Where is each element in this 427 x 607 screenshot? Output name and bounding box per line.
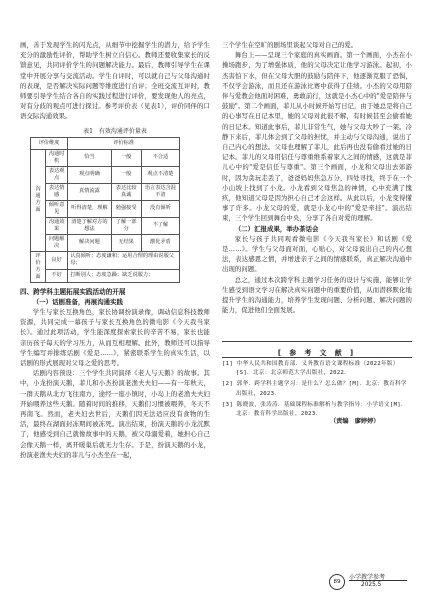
table-cell: 不好: [46, 269, 68, 282]
reference-item: [1] 中华人民共和国教育部．义务教育语文课程标准（2022年版）[S]．北京：北京师范大学出版社，2022．: [222, 361, 399, 377]
section-heading: 四、跨学科主题拓展实践活动的开展: [20, 287, 126, 296]
right-column: [222, 40, 412, 315]
table-cell: 勉强接受: [111, 200, 141, 217]
table-row: [31, 251, 180, 269]
table-cell: 沟通效果: [46, 217, 68, 234]
table-header-cell: 评价标准: [68, 137, 180, 149]
table-cell: 认真倾听；态度谦和；运用合理的理由说服父母；: [68, 251, 180, 269]
table-title: 表1 有效沟通评价量表: [83, 127, 147, 135]
table-row: [31, 166, 180, 183]
journal-name: 小学教学参考: [349, 574, 386, 581]
table-cell: 表达观点: [46, 166, 68, 183]
table-cell: 沟通方面: [31, 149, 46, 251]
table-header-cell: 评价维度: [31, 137, 68, 149]
table-cell: 无结果: [111, 234, 141, 251]
divider: [349, 580, 407, 581]
paragraph: 三个学生在空旷的剧场里谈起父母对自己的爱。: [222, 41, 358, 49]
table-row: [31, 217, 180, 234]
table-cell: 不合适: [141, 149, 179, 166]
issue-number: 2025.5: [361, 582, 382, 588]
table-row: [31, 183, 180, 200]
page-footer: [329, 566, 419, 602]
table-cell: 表达比较真诚: [111, 183, 141, 200]
editor-credit: （责编 廖婷婷）: [330, 418, 380, 425]
reference-item: [3] 陈晓波，张涛涛．基础课程标准解析与教学指导：小学语文[M]．北京：教育科学出版社，2023．: [222, 401, 407, 418]
table-cell: 清楚了解对方的想法: [68, 217, 111, 234]
divider: [222, 357, 412, 358]
table-cell: 良好: [46, 251, 68, 269]
table-row: [31, 234, 180, 251]
paragraph: 学生与家长互换角色，家长协调扮演录像，调动信息科技教师资源，共同完成一幕孩子与家长互换角色的微电影《今天我当家长》。通过此项活动，学生能深度探索家长的辛苦不易，家长也能亲历孩子每天的学习压力，从而互相理解。此外，教师还可以指导学生编写并排练话剧《爱是……》，紧密联系学生的真实生活，以话剧的形式展现对父母之爱的思考。: [20, 308, 210, 368]
evaluation-table: [30, 137, 180, 283]
table-cell: 观点不清楚: [141, 166, 179, 183]
page-number: 89: [329, 574, 345, 590]
reference-item: [2] 郭华．跨学科主题学习：是什么？怎么做？[M]．北京：教育科学出版社，2023．: [222, 381, 407, 397]
paragraph: 总之，通过本次跨学科主题学习任务的设计与实施，能够让学生感受到语文学习在解决真实问题中的重要价值，从而潜移默化地提升学生的沟通能力，培养学生发现问题、分析问题、解决问题的能力，促进他们全面发展。: [222, 275, 412, 315]
table-cell: 一般: [111, 166, 141, 183]
table-cell: 沟通时机: [46, 149, 68, 166]
references-list: [222, 360, 412, 421]
subsection-heading: （二）汇报成果，举办茶话会: [234, 224, 319, 233]
paragraph: 话剧内容预设：三个学生共同演绎《老人与天鹅》的故事。其中，小龙扮演天鹅，菲儿和小杰扮演老渔夫夫妇——有一年秋天，一群天鹅从北方飞往南方，途经一座小镇时，小岛上的老渔夫夫妇开始喂养这些天鹅。随着时间的推移，天鹅们习惯被喂养，冬天不再南飞。然而，老夫妇去世后，天鹅们因无法适应没有食物的生活，最终在湖面封冻期间被冻死。演出结束，扮演天鹅的小龙沉默了，他感受到自己就像故事中的天鹅，被父母溺爱着，她担心自己会像天鹅一样，离开暖巢后就无力生存。于是，扮演天鹅的小龙，扮演老渔夫夫妇的菲儿与小杰坐在一起，: [20, 369, 210, 459]
references-title: [ 参 考 文 献 ]: [277, 349, 357, 357]
left-column: [20, 40, 210, 460]
table-cell: 没有倾听: [141, 200, 179, 217]
paragraph: 画，善于发现学生的闪光点，从细节中挖掘学生的潜力，给予学生充分的激励性评价，帮助学生树立自信心。教师还要收集家长的反馈意见，共同评价学生的问题解决能力。最后，教师引导学生在课堂中开展分享与交流活动。学生自评时，可以就自己与父母沟通时的表现，是否解决实际问题等维度进行自评；全班交流互评时，教师要引导学生结合各自的实践过程进行评价，要发现他人的亮点，对有分歧的观点可进行探讨。参考评价表（见表1），评价同伴的口语交际沟通效果。: [20, 41, 210, 121]
table-cell: 听得清楚，理解: [68, 200, 111, 217]
table-row: [31, 269, 180, 282]
table-cell: 一般: [111, 149, 141, 166]
table-cell: 恰当: [68, 149, 111, 166]
paragraph: 舞台上——呈现三个家庭的真实画面。第一个画面，小杰在小操场跑步，为了增强体质，他的父母决定让他学习游泳。起初，小杰害怕下水，但在父母大胆的鼓励与陪伴下，他逐渐克服了恐惧，不仅学会游泳，而且还在游泳比赛中获得了佳绩。小杰的父母用陪伴与爱教会他面对困难，勇敢前行，这就是小杰心中的"爱是陪伴与鼓励"。第二个画面，菲儿从小时候开始写日记，由于她总是将自己的心事写在日记本里，她的父母对此很不解，有时候甚至会偷看她的日记本。知道此事后，菲儿非常生气，她与父母大吵了一架。冷静下来后，菲儿体会到了父母的担忧，并主动与父母沟通，说出了自己内心的想法。父母也理解了菲儿，此后再也没有偷看过她的日记本。菲儿的父母用信任与尊重维系着家人之间的情感，这就是菲儿心中的"爱是信任与尊重"。第三个画面，小龙和父母出去郊游时，因为贪玩走丢了，爸爸妈妈焦急万分，四处寻找，终于在一个小山坡上找到了小龙。小龙看到父母焦急的神情，心中充满了愧疚，他知道父母是因为担心自己才会这样。从此以后，小龙变得懂事了许多。小龙父母的爱，就是小龙心中的"爱是牵挂"。演出结束，三个学生回到舞台中央，分享了各自对爱的理解。: [222, 51, 412, 223]
table-cell: 问题解决: [46, 234, 68, 251]
table-cell: 语言表达含混不清: [141, 183, 179, 200]
divider: [222, 341, 412, 342]
paragraph: 家长与孩子共同观看微电影《今天我当家长》和话剧《爱是……》。学生与父母面对面，心贴心，对父母说出自己的内心想法，表达感恩之情，并增进亲子之间的情感联系，真正解决沟通中出现的问题。: [222, 234, 412, 274]
table-row: [31, 149, 180, 166]
table-header-row: [31, 137, 180, 149]
subsection-heading: （一）话剧准备，再展沟通实践: [32, 297, 123, 306]
table-cell: 观点明确: [68, 166, 111, 183]
table-cell: 表达情感: [46, 183, 68, 200]
table-cell: 评价方面: [31, 251, 46, 282]
table-cell: 激化矛盾: [141, 234, 179, 251]
table-cell: 打断别人；态度急躁；缺乏说服力；: [68, 269, 180, 282]
table-cell: 了解一部分: [111, 217, 141, 234]
table-cell: 不了解: [141, 217, 179, 234]
table-row: [31, 200, 180, 217]
table-cell: 解决问题: [68, 234, 111, 251]
table-cell: 倾听意见: [46, 200, 68, 217]
table-cell: 真情流露: [68, 183, 111, 200]
